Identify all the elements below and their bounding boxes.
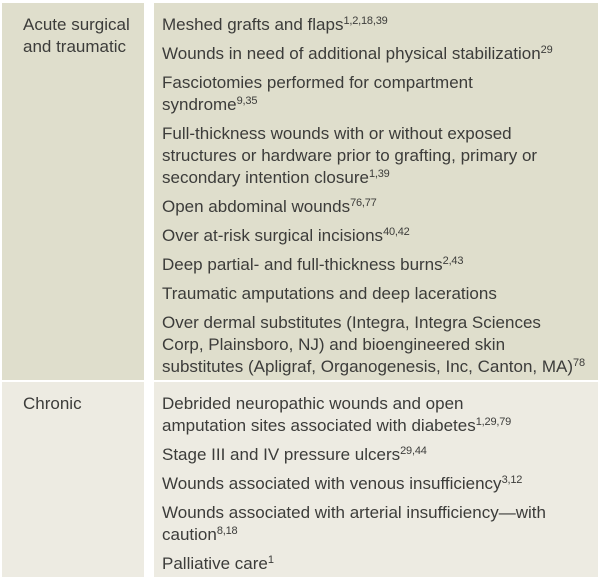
category-cell <box>2 382 144 577</box>
category-label <box>23 393 138 415</box>
item-text-line: Deep partial- and full-thickness burns <box>162 255 443 274</box>
list-item <box>162 225 592 247</box>
item-text-line: Palliative care <box>162 554 268 573</box>
list-item <box>162 312 592 378</box>
item-text-line: Wounds associated with arterial insufficiency—with <box>162 503 546 522</box>
reference-superscript: 9,35 <box>236 95 258 107</box>
reference-superscript: 78 <box>573 357 585 369</box>
item-text-line: amputation sites associated with diabetes <box>162 416 476 435</box>
list-item <box>162 393 592 437</box>
list-item <box>162 43 592 65</box>
reference-superscript: 29 <box>540 44 553 56</box>
item-text-line: Wounds associated with venous insufficiency <box>162 474 502 493</box>
item-text-line: Wounds in need of additional physical stabilization <box>162 44 541 63</box>
list-item <box>162 473 592 495</box>
reference-superscript: 2,43 <box>442 255 464 267</box>
reference-superscript: 1,29,79 <box>475 416 512 428</box>
item-text-line: Over dermal substitutes (Integra, Integra Sciences <box>162 313 541 332</box>
item-text-line: Stage III and IV pressure ulcers <box>162 445 401 464</box>
item-text-line: Full-thickness wounds with or without exposed <box>162 124 512 143</box>
category-label-line: Acute surgical <box>23 15 130 34</box>
list-item <box>162 123 592 189</box>
item-text-line: Meshed grafts and flaps <box>162 15 344 34</box>
table-row <box>2 382 598 577</box>
item-text-line: Debrided neuropathic wounds and open <box>162 394 464 413</box>
reference-superscript: 1 <box>267 554 274 566</box>
reference-superscript: 76,77 <box>350 197 377 209</box>
item-text-line: Corp, Plainsboro, NJ) and bioengineered skin <box>162 335 506 354</box>
category-label <box>23 14 138 58</box>
item-text-line: Over at-risk surgical incisions <box>162 226 384 245</box>
list-item <box>162 14 592 36</box>
list-item <box>162 196 592 218</box>
reference-superscript: 29,44 <box>400 445 427 457</box>
category-label-line: and traumatic <box>23 37 126 56</box>
list-item <box>162 254 592 276</box>
table-row <box>2 3 598 380</box>
reference-superscript: 1,2,18,39 <box>343 15 388 27</box>
column-divider <box>144 3 154 380</box>
list-item <box>162 553 592 575</box>
item-text-line: secondary intention closure <box>162 168 369 187</box>
reference-superscript: 8,18 <box>216 525 238 537</box>
list-item <box>162 72 592 116</box>
list-item <box>162 444 592 466</box>
reference-superscript: 3,12 <box>501 474 523 486</box>
reference-superscript: 1,39 <box>368 168 390 180</box>
item-text-line: syndrome <box>162 95 237 114</box>
item-text-line: Open abdominal wounds <box>162 197 351 216</box>
items-cell <box>154 382 598 577</box>
column-divider <box>144 382 154 577</box>
list-item <box>162 283 592 305</box>
category-label-line: Chronic <box>23 394 82 413</box>
item-text-line: substitutes (Apligraf, Organogenesis, Inc, Canton, MA) <box>162 357 574 376</box>
reference-superscript: 40,42 <box>383 226 410 238</box>
list-item <box>162 502 592 546</box>
item-text-line: caution <box>162 525 217 544</box>
category-cell <box>2 3 144 380</box>
item-text-line: Fasciotomies performed for compartment <box>162 73 473 92</box>
items-cell <box>154 3 598 380</box>
item-text-line: Traumatic amputations and deep lacerations <box>162 284 497 303</box>
item-text-line: structures or hardware prior to grafting, primary or <box>162 146 538 165</box>
